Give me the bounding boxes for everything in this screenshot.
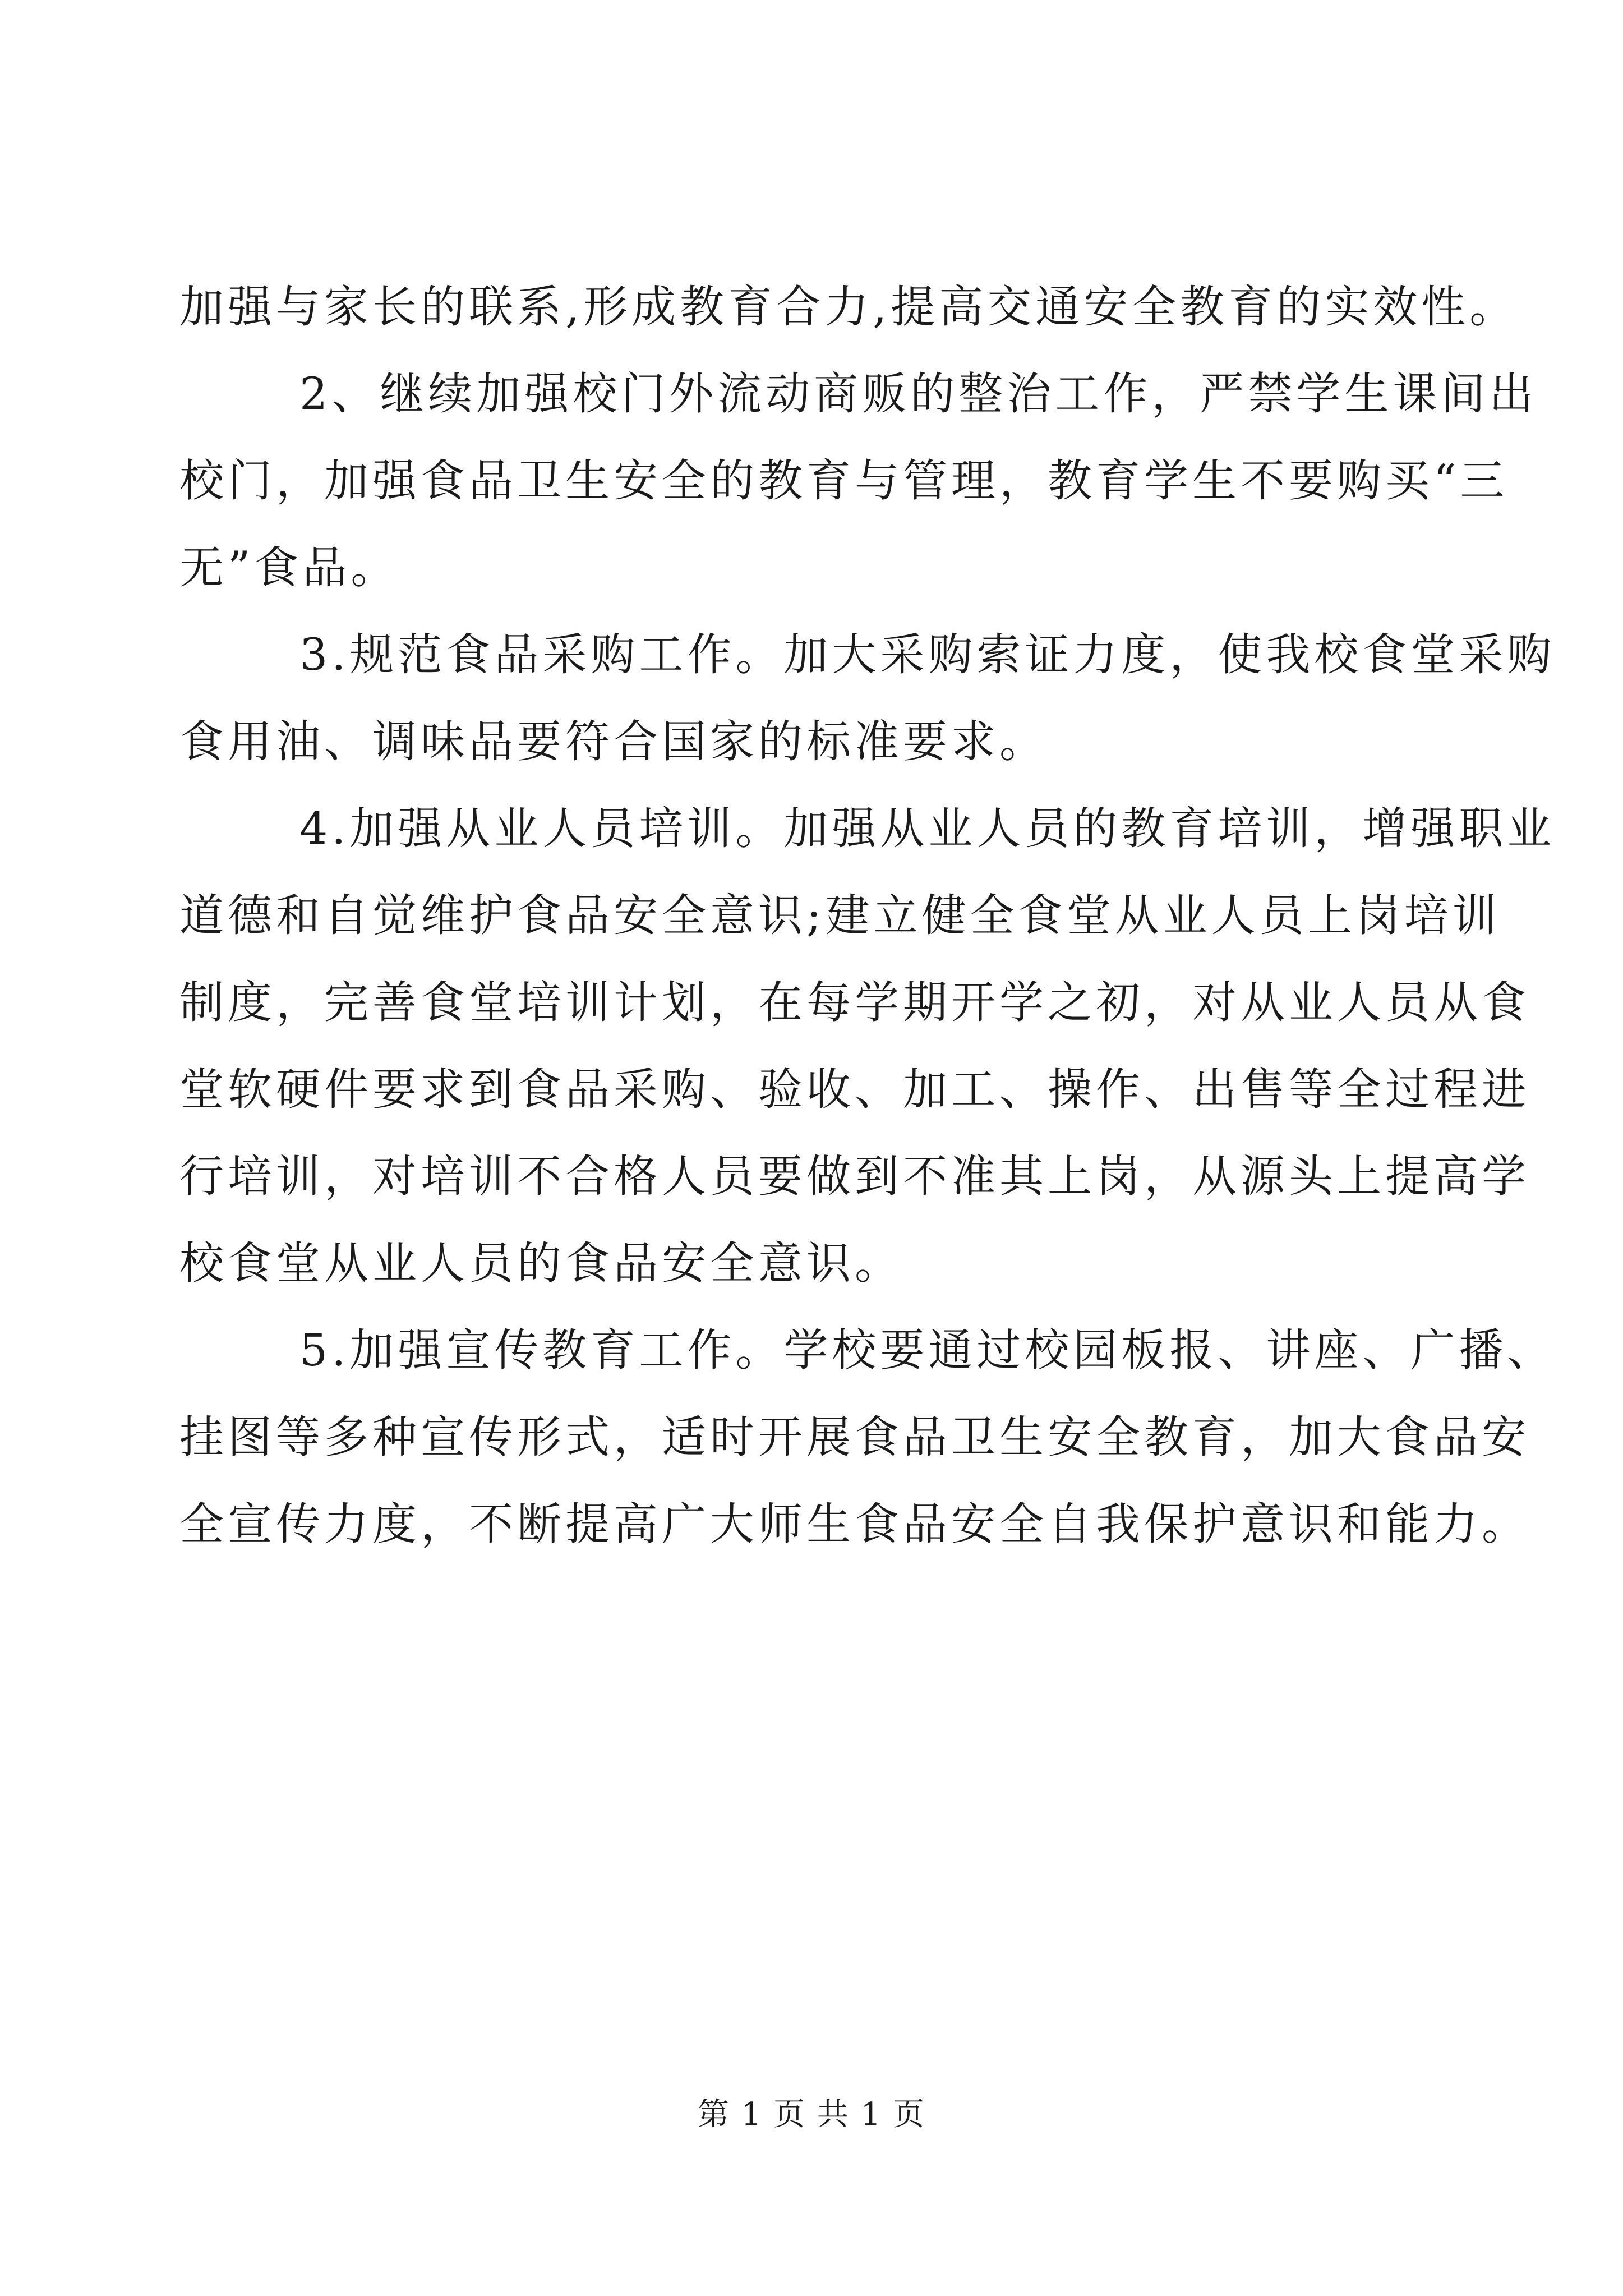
paragraph-line: 堂软硬件要求到食品采购、验收、加工、操作、出售等全过程进 (179, 1064, 1530, 1115)
paragraph-line: 4.加强从业人员培训。加强从业人员的教育培训，增强职业 (299, 803, 1556, 854)
paragraph-line: 行培训，对培训不合格人员要做到不准其上岗，从源头上提高学 (179, 1151, 1530, 1202)
paragraph-line: 制度，完善食堂培训计划，在每学期开学之初，对从业人员从食 (179, 977, 1530, 1028)
paragraph-line: 全宣传力度，不断提高广大师生食品安全自我保护意识和能力。 (179, 1498, 1530, 1550)
document-body (179, 264, 1556, 1568)
paragraph-line: 食用油、调味品要符合国家的标准要求。 (179, 716, 1048, 767)
paragraph-line: 道德和自觉维护食品安全意识;建立健全食堂从业人员上岗培训 (179, 890, 1501, 941)
paragraph-line: 校门，加强食品卫生安全的教育与管理，教育学生不要购买“三 (179, 455, 1509, 507)
paragraph-line: 挂图等多种宣传形式，适时开展食品卫生安全教育，加大食品安 (179, 1411, 1530, 1463)
paragraph-line: 加强与家长的联系,形成教育合力,提高交通安全教育的实效性。 (179, 281, 1518, 333)
paragraph-line: 校食堂从业人员的食品安全意识。 (179, 1237, 903, 1289)
paragraph-line: 无”食品。 (179, 542, 399, 593)
page-number-footer: 第 1 页 共 1 页 (697, 2096, 926, 2133)
paragraph-line: 3.规范食品采购工作。加大采购索证力度，使我校食堂采购 (299, 629, 1556, 680)
paragraph-line: 5.加强宣传教育工作。学校要通过校园板报、讲座、广播、 (299, 1324, 1556, 1376)
paragraph-line: 2、继续加强校门外流动商贩的整治工作，严禁学生课间出 (299, 368, 1538, 420)
